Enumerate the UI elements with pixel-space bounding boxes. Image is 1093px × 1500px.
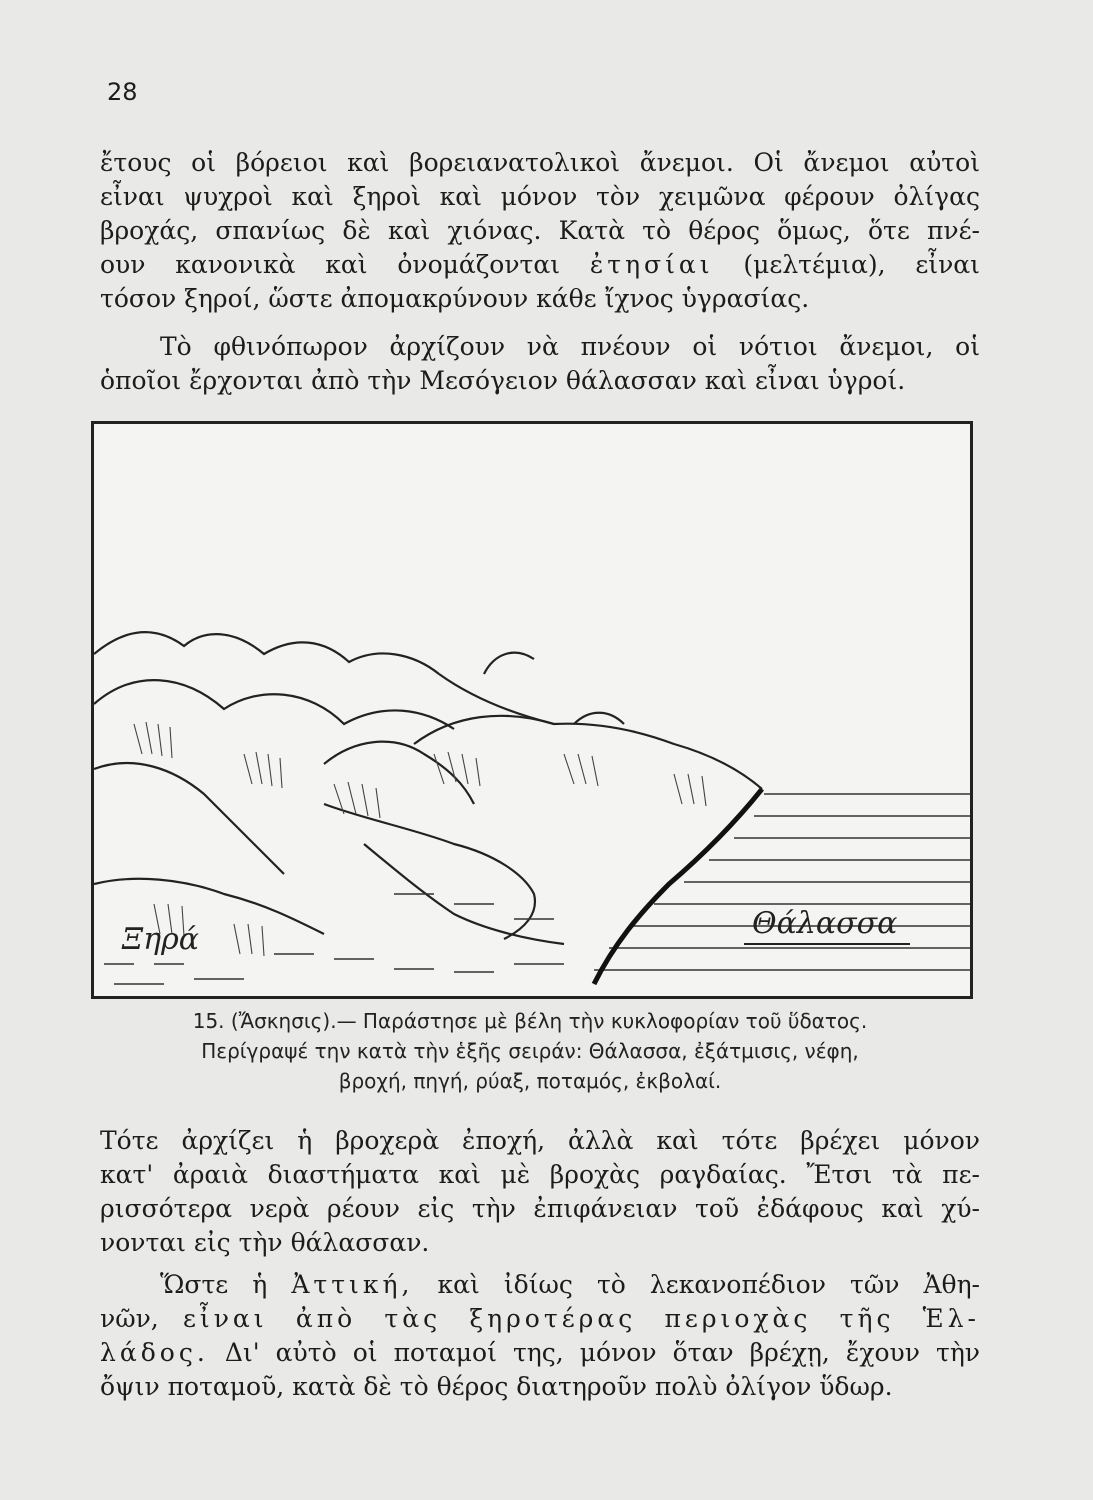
text-span: Δι' αὐτὸ οἱ ποταμοί της, μόνον ὅταν βρέχῃ, ἔχουν τὴν xyxy=(224,1338,980,1367)
text-line: ρισσότερα νερὰ ρέουν εἰς τὴν ἐπιφάνειαν τοῦ ἐδάφους καὶ χύ- xyxy=(100,1194,980,1223)
text-line: Τὸ φθινόπωρον ἀρχίζουν νὰ πνέουν οἱ νότιοι ἄνεμοι, οἱ xyxy=(160,332,980,361)
label-sea: Θάλασσα xyxy=(752,906,898,941)
caption-line: 15. (Ἄσκησις).— Παράστησε μὲ βέλη τὴν κυκλοφορίαν τοῦ ὕδατος. xyxy=(192,1009,868,1033)
text-line: τόσον ξηροί, ὥστε ἀπομακρύνουν κάθε ἴχνος ὑγρασίας. xyxy=(100,284,810,313)
text-span: νῶν, xyxy=(100,1304,159,1333)
spaced-phrase: εἶναι ἀπὸ τὰς ξηροτέρας περιοχὰς τῆς Ἑλ- xyxy=(182,1304,980,1333)
text-line xyxy=(100,1268,980,1302)
caption-line: Περίγραψέ την κατὰ τὴν ἑξῆς σειράν: Θάλασσα, ἐξάτμισις, νέφη, xyxy=(201,1039,859,1063)
text-line: ὄψιν ποταμοῦ, κατὰ δὲ τὸ θέρος διατηροῦν πολὺ ὀλίγον ὕδωρ. xyxy=(100,1372,893,1401)
text-line xyxy=(100,1336,980,1370)
paragraph-autumn xyxy=(100,330,980,398)
text-line: Τότε ἀρχίζει ἡ βροχερὰ ἐποχή, ἀλλὰ καὶ τότε βρέχει μόνον xyxy=(100,1126,980,1155)
text-line xyxy=(100,1302,980,1336)
text-line: βροχάς, σπανίως δὲ καὶ χιόνας. Κατὰ τὸ θέρος ὅμως, ὅτε πνέ- xyxy=(100,216,980,245)
text-line xyxy=(100,248,980,282)
spaced-phrase: λάδος. xyxy=(100,1338,209,1367)
figure-coast-illustration xyxy=(91,421,973,999)
text-line: κατ' ἀραιὰ διαστήματα καὶ μὲ βροχὰς ραγδαίας. Ἔτσι τὰ πε- xyxy=(100,1160,980,1189)
text-span: καὶ ἰδίως τὸ λεκανοπέδιον τῶν Ἀθη- xyxy=(437,1270,980,1299)
paragraph-winds xyxy=(100,146,980,316)
text-line: νονται εἰς τὴν θάλασσαν. xyxy=(100,1228,430,1257)
text-line: ὁποῖοι ἔρχονται ἀπὸ τὴν Μεσόγειον θάλασσαν καὶ εἶναι ὑγροί. xyxy=(100,366,906,395)
figure-caption xyxy=(110,1006,950,1096)
etesian-term: ἐτησίαι xyxy=(589,250,714,279)
text-line: ἔτους οἱ βόρειοι καὶ βορειανατολικοὶ ἄνεμοι. Οἱ ἄνεμοι αὐτοὶ xyxy=(100,148,980,177)
label-land: Ξηρά xyxy=(122,922,199,957)
text-span: Ὥστε ἡ xyxy=(160,1270,268,1299)
text-span: ουν κανονικὰ καὶ ὀνομάζονται xyxy=(100,250,561,279)
paragraph-attica xyxy=(100,1268,980,1404)
text-span: (μελτέμια), εἶναι xyxy=(743,250,980,279)
text-line: εἶναι ψυχροὶ καὶ ξηροὶ καὶ μόνον τὸν χειμῶνα φέρουν ὀλίγας xyxy=(100,182,980,211)
paragraph-rainy-season xyxy=(100,1124,980,1260)
page-number: 28 xyxy=(107,78,138,106)
attica-term: Ἀττική, xyxy=(291,1270,414,1299)
caption-line: βροχή, πηγή, ρύαξ, ποταμός, ἐκβολαί. xyxy=(338,1069,722,1093)
